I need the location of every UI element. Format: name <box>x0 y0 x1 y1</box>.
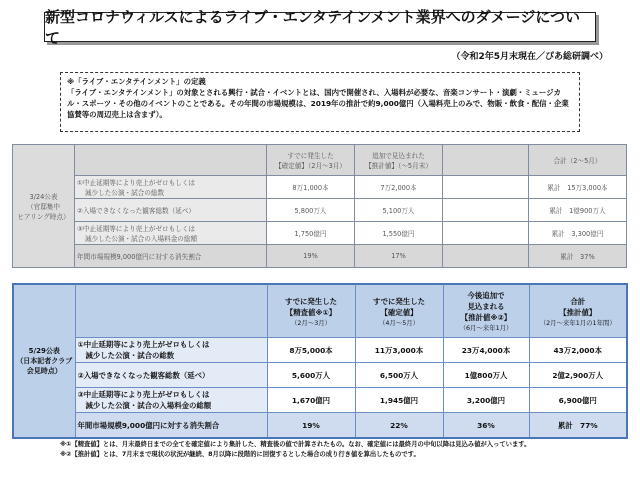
row-label: ③中止延期等により売上がゼロもしくは 減少した公演・試合の入場料金の総額 <box>75 388 267 413</box>
cell-v2: 5,100万人 <box>355 199 443 222</box>
table-footer-row <box>13 413 627 439</box>
footer-v1: 19% <box>267 413 355 439</box>
header-blank <box>75 284 267 338</box>
cell-v2: 7万2,000本 <box>355 176 443 199</box>
cell-v1: 8万1,000本 <box>267 176 355 199</box>
cell-v3: 1億800万人 <box>443 363 529 388</box>
header-col1: すでに発生した 【確定値】（2月～3月） <box>267 145 355 176</box>
footer-total: 累計 77% <box>529 413 627 439</box>
cell-v2: 6,500万人 <box>355 363 443 388</box>
cell-total: 2億2,900万人 <box>529 363 627 388</box>
footnote-2: ※②【推計値】とは、7月末まで現状の状況が継続、8月以降に段階的に回復するとした場合の成り行き値を算出したものです。 <box>60 451 420 458</box>
footer-total: 累計 37% <box>529 245 627 268</box>
table-row <box>13 199 627 222</box>
footer-v1: 19% <box>267 245 355 268</box>
cell-total: 6,900億円 <box>529 388 627 413</box>
header-blank <box>75 145 267 176</box>
cell-v3: 3,200億円 <box>443 388 529 413</box>
definition-body: 「ライブ・エンタテインメント」の対象とされる興行・試合・イベントとは、国内で開催され、入場料が必要な、音楽コンサート・演劇・ミュージカル・スポーツ・その他のイベントのことである。その年間の市場規模は、2019年の推計で約9,000億円（入場料売上のみで、物販・飲食・配信・企業協賛等の周辺売上は含まず）。 <box>67 88 569 119</box>
cell-v1: 5,800万人 <box>267 199 355 222</box>
header-col2: すでに発生した 【確定値】 （4月～5月） <box>355 284 443 338</box>
cell-v1: 1,750億円 <box>267 222 355 245</box>
table-row <box>13 388 627 413</box>
footer-empty <box>443 245 529 268</box>
header-col3 <box>443 145 529 176</box>
header-col4: 合計（2～5月） <box>529 145 627 176</box>
cell-empty <box>443 222 529 245</box>
definition-box <box>60 72 580 132</box>
side-label: 5/29公表 （日本記者クラブ 会見時点） <box>13 284 75 438</box>
footnote-1: ※①【精査値】とは、月末最終日までの全てを確定値により集計した、精査後の値で計算されたもの。なお、確定値には最終月の中旬以降は見込み値が入っています。 <box>60 441 531 448</box>
cell-v1: 5,600万人 <box>267 363 355 388</box>
cell-v2: 11万3,000本 <box>355 338 443 363</box>
as-of-note: （令和2年5月末現在／ぴあ総研調べ） <box>451 52 608 62</box>
table-row <box>13 363 627 388</box>
cell-v1: 1,670億円 <box>267 388 355 413</box>
row-label: ②入場できなくなった観客総数（延べ） <box>75 363 267 388</box>
header-col1: すでに発生した 【精査値※①】 （2月～3月） <box>267 284 355 338</box>
definition-title: ※「ライブ・エンタテインメント」の定義 <box>67 77 206 86</box>
table-0529 <box>12 283 628 439</box>
cell-v2: 1,550億円 <box>355 222 443 245</box>
header-col4: 合計 【推計値】 （2月～来年1月の1年間） <box>529 284 627 338</box>
table-header-row <box>13 284 627 338</box>
cell-total: 43万2,000本 <box>529 338 627 363</box>
footer-label: 年間市場規模9,000億円に対する消失割合 <box>75 413 267 439</box>
header-col2: 追加で見込まれた 【推計値】（～5月末） <box>355 145 443 176</box>
header-col3: 今後追加で 見込まれる 【推計値※②】 （6月～来年1月） <box>443 284 529 338</box>
footer-v2: 17% <box>355 245 443 268</box>
table-0324 <box>12 144 627 268</box>
table-row <box>13 338 627 363</box>
cell-total: 累計 3,300億円 <box>529 222 627 245</box>
table-row <box>13 222 627 245</box>
row-label: ②入場できなくなった観客総数（延べ） <box>75 199 267 222</box>
row-label: ③中止延期等により売上がゼロもしくは 減少した公演・試合の入場料金の総額 <box>75 222 267 245</box>
footer-v2: 22% <box>355 413 443 439</box>
footer-v3: 36% <box>443 413 529 439</box>
row-label: ①中止延期等により売上がゼロもしくは 減少した公演・試合の総数 <box>75 338 267 363</box>
footer-label: 年間市場規模9,000億円に対する消失割合 <box>75 245 267 268</box>
cell-empty <box>443 199 529 222</box>
side-label: 3/24公表 （官邸集中 ヒアリング時点） <box>13 145 75 268</box>
cell-empty <box>443 176 529 199</box>
footnotes <box>60 440 630 460</box>
table-row <box>13 176 627 199</box>
cell-total: 累計 15万3,000本 <box>529 176 627 199</box>
cell-v1: 8万5,000本 <box>267 338 355 363</box>
cell-total: 累計 1億900万人 <box>529 199 627 222</box>
cell-v2: 1,945億円 <box>355 388 443 413</box>
page-title: 新型コロナウィルスによるライブ・エンタテインメント業界へのダメージについて <box>44 12 596 42</box>
table-footer-row <box>13 245 627 268</box>
table-header-row <box>13 145 627 176</box>
row-label: ①中止延期等により売上がゼロもしくは 減少した公演・試合の総数 <box>75 176 267 199</box>
cell-v3: 23万4,000本 <box>443 338 529 363</box>
